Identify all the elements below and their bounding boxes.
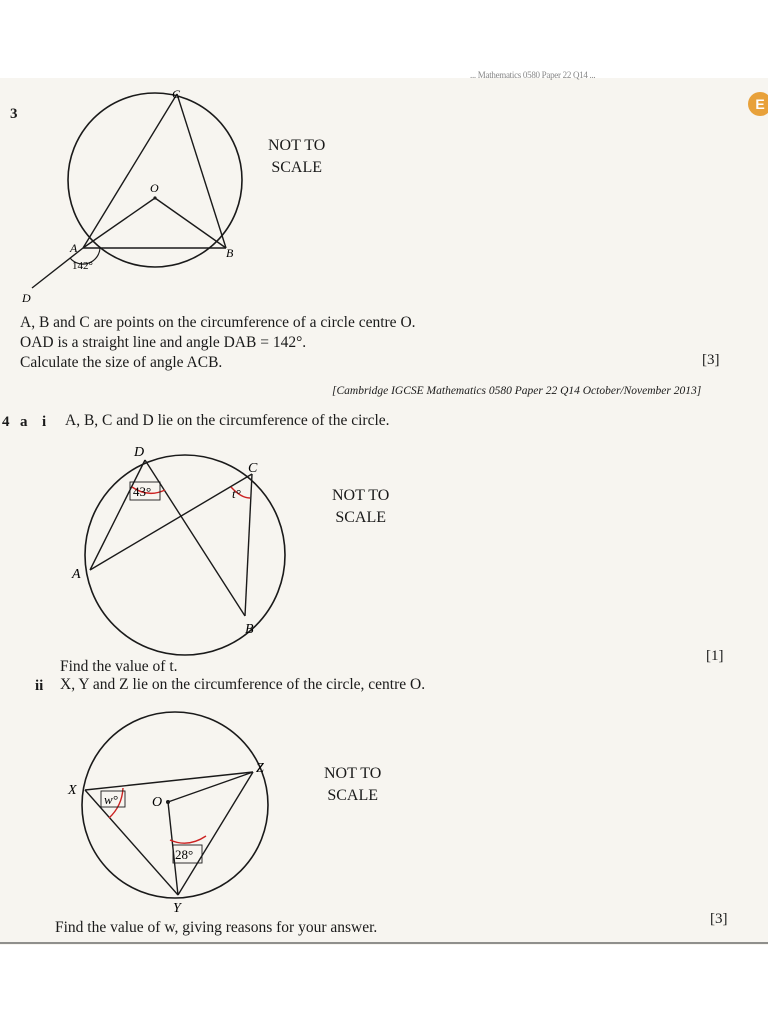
q3-label-o: O (150, 181, 159, 195)
q4a-label-a: A (72, 567, 81, 582)
q4-sub-i-text: A, B, C and D lie on the circumference of the circle. (65, 412, 390, 429)
bottom-rule (0, 942, 768, 944)
not-to-scale-line1: NOT TO (324, 765, 382, 782)
extended-badge: E (748, 92, 768, 116)
q4aii-label-y: Y (173, 901, 181, 916)
q4aii-angle-y: 28° (175, 847, 194, 862)
q4aii-marks: [3] (710, 911, 728, 927)
q4aii-label-z: Z (256, 761, 264, 776)
q3-not-to-scale (268, 135, 325, 179)
not-to-scale-line2: SCALE (271, 159, 322, 176)
question-4-sub-ii: ii (35, 678, 44, 694)
q3-statement-line3: Calculate the size of angle ACB. (20, 354, 223, 371)
q4a-not-to-scale (332, 485, 389, 529)
q3-label-b: B (226, 246, 234, 260)
not-to-scale-line1: NOT TO (268, 137, 326, 154)
q4a-angle-t: t° (232, 486, 241, 501)
q4-sub-ii-text: X, Y and Z lie on the circumference of the circle, centre O. (60, 676, 426, 693)
q3-marks: [3] (702, 352, 720, 368)
page-bottom-margin (0, 945, 768, 1024)
q3-label-d: D (22, 291, 31, 305)
q4a-label-b: B (245, 622, 254, 637)
not-to-scale-line1: NOT TO (332, 487, 390, 504)
question-4-part: a (20, 414, 28, 430)
q4aii-label-o: O (152, 795, 163, 810)
not-to-scale-line2: SCALE (335, 509, 386, 526)
not-to-scale-line2: SCALE (327, 787, 378, 804)
q3-statement-line1: A, B and C are points on the circumference of a circle centre O. (20, 314, 416, 331)
q4a-find-t: Find the value of t. (60, 658, 178, 675)
page-top-margin (0, 0, 768, 78)
q3-label-a: A (70, 241, 78, 255)
question-4-sub-i: i (42, 414, 47, 430)
question-3-diagram (0, 80, 260, 310)
q4a-marks: [1] (706, 648, 724, 664)
q4aii-find-w: Find the value of w, giving reasons for your answer. (55, 919, 378, 936)
q4a-label-c: C (248, 461, 258, 476)
q4a-angle-d: 43° (133, 484, 152, 499)
q4aii-not-to-scale (324, 763, 381, 807)
q3-angle-label: 142° (72, 260, 93, 272)
q4a-label-d: D (134, 445, 145, 460)
q3-label-c: C (172, 87, 181, 101)
q4aii-label-x: X (68, 783, 77, 798)
question-4aii-diagram (60, 700, 300, 920)
q4aii-angle-w: w° (104, 792, 118, 807)
q3-statement-line2: OAD is a straight line and angle DAB = 142°. (20, 334, 307, 351)
question-4a-diagram (60, 440, 300, 660)
question-4-number: 4 (2, 414, 10, 430)
running-header: ... Mathematics 0580 Paper 22 Q14 ... (470, 70, 596, 80)
question-3-number: 3 (10, 106, 18, 122)
q3-source: [Cambridge IGCSE Mathematics 0580 Paper 22 Q14 October/November 2013] (332, 385, 702, 397)
